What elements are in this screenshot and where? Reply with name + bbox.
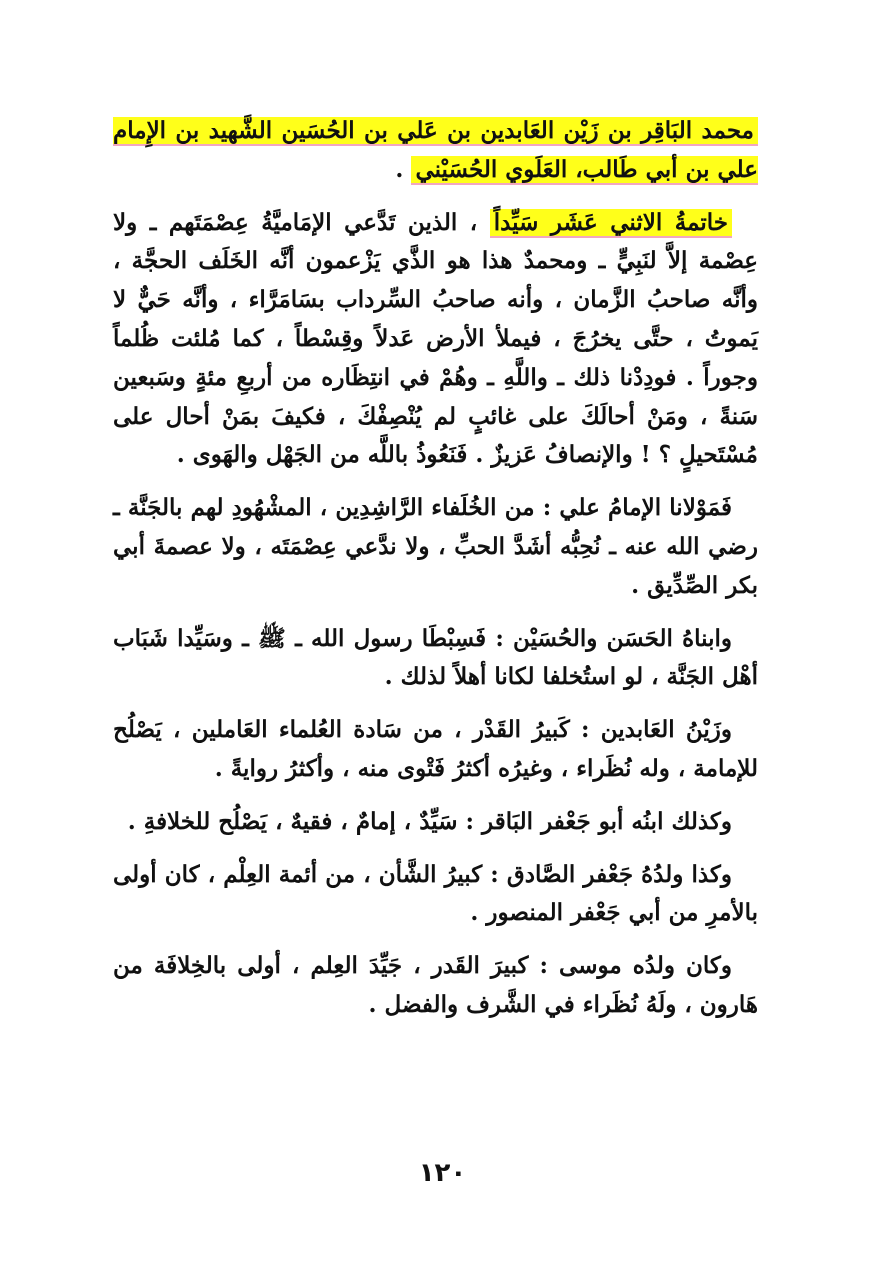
highlighted-text: محمد البَاقِر بن زَيْن العَابدين بن عَلي بن الحُسَين الشَّهيد بن الإِمام علي بن أبي طَالب، العَلَوي الحُسَيْني	[113, 117, 758, 183]
page-body	[113, 112, 758, 1025]
paragraph-gap	[113, 606, 758, 620]
paragraph-gap	[113, 190, 758, 204]
paragraph-text: وكذا ولدُهُ جَعْفر الصَّادق : كبيرُ الشَّأن ، من أئمة العِلْم ، كان أولى بالأمرِ من أبي جَعْفر المنصور .	[113, 860, 758, 927]
paragraph-1	[113, 112, 758, 190]
paragraph-text: .	[395, 155, 412, 183]
paragraph-text: وكان ولدُه موسى : كبيرَ القَدر ، جَيِّدَ العِلم ، أولى بالخِلافَة من هَارون ، ولَهُ نُظَراء في الشَّرف والفضل .	[113, 952, 758, 1018]
paragraph-text: وابناهُ الحَسَن والحُسَيْن : فَسِبْطَا رسول الله ـ ﷺ ـ وسَيِّدا شَبَاب أهْل الجَنَّة ، لو استُخلفا لكانا أهلاً لذلك .	[113, 624, 758, 691]
paragraph-5	[113, 711, 758, 789]
paragraph-gap	[113, 697, 758, 711]
paragraph-7	[113, 856, 758, 934]
page-number: ١٢٠	[418, 1158, 467, 1188]
paragraph-text: فَمَوْلانا الإمامُ علي : من الخُلَفاء الرَّاشِدِين ، المشْهُودِ لهم بالجَنَّة ـ رضي الله عنه ـ نُحِبُّه أشَدَّ الحبِّ ، ولا ندَّعي عِصْمَتَه ، ولا عصمةَ أبي بكر الصِّدِّيق .	[113, 494, 758, 599]
paragraph-gap	[113, 475, 758, 489]
paragraph-text: وزَيْنُ العَابدين : كَبيرُ القَدْر ، من سَادة العُلماء العَاملين ، يَصْلُح للإمامة ، وله نُظَراء ، وغيرُه أكثرُ فَتْوى منه ، وأكثرُ روايةً .	[113, 716, 758, 782]
paragraph-text: ، الذين تَدَّعي الإمَاميَّةُ عِصْمَتَهم ـ ولا عِصْمة إلاَّ لنَبِيٍّ ـ ومحمدٌ هذا هو الذَّي يَزْعمون أنَّه الخَلَف الحجَّة ، وأنَّه صاحبُ الزَّمان ، وأنه صاحبُ السِّرداب بسَامَرَّاء ، وأنَّه حَيٌّ لا يَموتُ ، حتَّى يخرُجَ ، فيملأ الأرض عَدلاً وقِسْطاً ، كما مُلئت ظُلماً وجوراً . فودِدْنا ذلك ـ واللَّهِ ـ وهُمْ في انتِظَاره من أربعِ مئةٍ وسَبعين سَنةً ، ومَنْ أحالَكَ على غائبٍ لم يُنْصِفْكَ ، فكيفَ بمَنْ أحال على مُسْتَحيلٍ ؟ ! والإنصافُ عَزيزٌ . فَنَعُوذُ باللَّه من الجَهْل والهَوى .	[113, 208, 758, 469]
paragraph-3	[113, 489, 758, 605]
paragraph-6	[113, 803, 758, 842]
paragraph-text: وكذلك ابنُه أبو جَعْفر البَاقر : سَيِّدٌ ، إمامٌ ، فقيهٌ ، يَصْلُح للخلافةِ .	[127, 807, 732, 835]
paragraph-gap	[113, 933, 758, 947]
paragraph-gap	[113, 789, 758, 803]
paragraph-gap	[113, 842, 758, 856]
paragraph-4	[113, 620, 758, 698]
paragraph-8	[113, 947, 758, 1025]
highlighted-text: خاتمةُ الاثني عَشَر سَيِّداً	[490, 209, 732, 236]
paragraph-2	[113, 204, 758, 476]
